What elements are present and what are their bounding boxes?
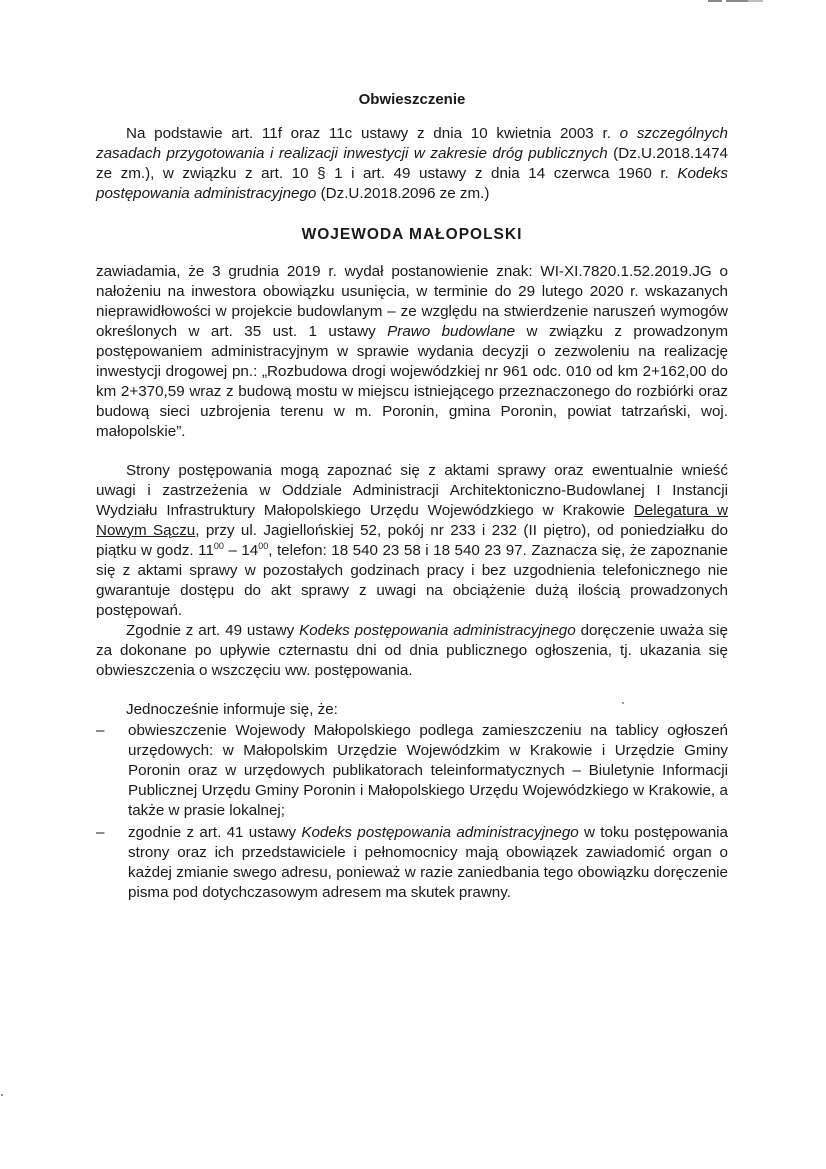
text: Strony postępowania mogą zapoznać się z aktami sprawy oraz ewentualnie wnieść uwagi i zastrzeżenia w Oddziale Administracji Architektoniczno-Budowlanej I Instancji Wydziału Infrastruktury Małopolskiego Urzędu Wojewódzkiego w Krakowie: [96, 462, 728, 519]
text: , telefon: 18 540 23 58 i 18 540 23 97. Zaznacza się, że zapoznanie się z aktami sprawy w pozostałych godzinach pracy i bez uzgodnienia telefonicznego nie gwarantuje dostępu do akt sprawy z uwagi na obciążenie dużą ilością prowadzonych postępowań.: [96, 542, 729, 619]
delivery-paragraph: [96, 621, 728, 681]
info-intro: Jednocześnie informuje się, że:: [126, 701, 338, 718]
text: zawiadamia, że 3 grudnia 2019 r. wydał postanowienie znak: WI-XI.7820.1.52.2019.JG o nałożeniu na inwestora obowiązku usunięcia, w terminie do 29 lutego 2020 r. wskazanych nieprawidłowości w projekcie budowlanym – ze względu na stwierdzenie naruszeń wymogów określonych w art. 35 ust. 1 ustawy: [96, 263, 728, 340]
text: Zgodnie z art. 49 ustawy: [126, 622, 300, 639]
text: w toku postępowania strony oraz ich przedstawiciele i pełnomocnicy mają obowiązek zawiadomić organ o każdej zmianie swego adresu, ponieważ w razie zaniedbania tego obowiązku doręczenie pisma pod dotychczasowym adresem ma skutek prawny.: [128, 824, 729, 901]
legal-basis-paragraph: [96, 124, 728, 204]
document-title: Obwieszczenie: [358, 91, 466, 108]
access-paragraph: [96, 461, 728, 621]
superscript: 00: [258, 541, 269, 551]
list-item: [96, 823, 728, 903]
office-location: Delegatura w Nowym Sączu: [96, 502, 728, 539]
text: , przy ul. Jagiellońskiej 52, pokój nr 233 i 232 (II piętro), od poniedziałku do piątku w godz. 11: [96, 522, 728, 559]
authority-heading: WOJEWODA MAŁOPOLSKI: [301, 226, 523, 243]
spacer: [96, 681, 728, 700]
superscript: 00: [213, 541, 224, 551]
text: zgodnie z art. 41 ustawy: [128, 824, 302, 841]
act-title: Prawo budowlane: [387, 323, 516, 340]
scan-speck: [1, 1094, 3, 1096]
text: (Dz.U.2018.1474 ze zm.), w związku z art. 10 § 1 i art. 49 ustawy z dnia 14 czerwca 1960 r.: [96, 145, 728, 182]
list-item: [96, 721, 728, 821]
decision-paragraph: [96, 262, 728, 442]
act-title: Kodeks postępowania administracyjnego: [96, 165, 728, 202]
text: – 14: [223, 542, 259, 559]
act-title: Kodeks postępowania administracyjnego: [301, 824, 579, 841]
text: w związku z prowadzonym postępowaniem administracyjnym w sprawie wydania decyzji o zezwoleniu na realizację inwestycji drogowej pn.: „Rozbudowa drogi wojewódzkiej nr 961 odc. 010 od km 2+162,00 do km 2+370,59 wraz z budową mostu w miejscu istniejącego przeznaczonego do rozbiórki oraz budową sieci uzbrojenia terenu w m. Poronin, gmina Poronin, powiat tatrzański, woj. małopolskie”.: [96, 323, 728, 440]
text: (Dz.U.2018.2096 ze zm.): [316, 185, 490, 202]
scan-artifact-mark: [708, 0, 763, 2]
info-list: [96, 721, 728, 903]
text: doręczenie uważa się za dokonane po upływie czternastu dni od dnia publicznego ogłoszenia, tj. ukazania się obwieszczenia o wszczęciu ww. postępowania.: [96, 622, 728, 679]
act-title: o szczególnych zasadach przygotowania i realizacji inwestycji w zakresie dróg publicznych: [96, 125, 728, 162]
document-body: [96, 90, 728, 905]
text: Na podstawie art. 11f oraz 11c ustawy z dnia 10 kwietnia 2003 r.: [126, 125, 620, 142]
text: obwieszczenie Wojewody Małopolskiego podlega zamieszczeniu na tablicy ogłoszeń urzędowych: w Małopolskim Urzędzie Wojewódzkim w Krakowie i Urzędzie Gminy Poronin oraz w urzędowych publikatorach teleinformatycznych – Biuletynie Informacji Publicznej Urzędu Gminy Poronin i Małopolskiego Urzędu Wojewódzkiego w Krakowie, a także w prasie lokalnej;: [128, 722, 728, 819]
act-title: Kodeks postępowania administracyjnego: [299, 622, 576, 639]
spacer: [96, 442, 728, 461]
dash-bullet: –: [96, 824, 105, 841]
dash-bullet: –: [96, 722, 105, 739]
